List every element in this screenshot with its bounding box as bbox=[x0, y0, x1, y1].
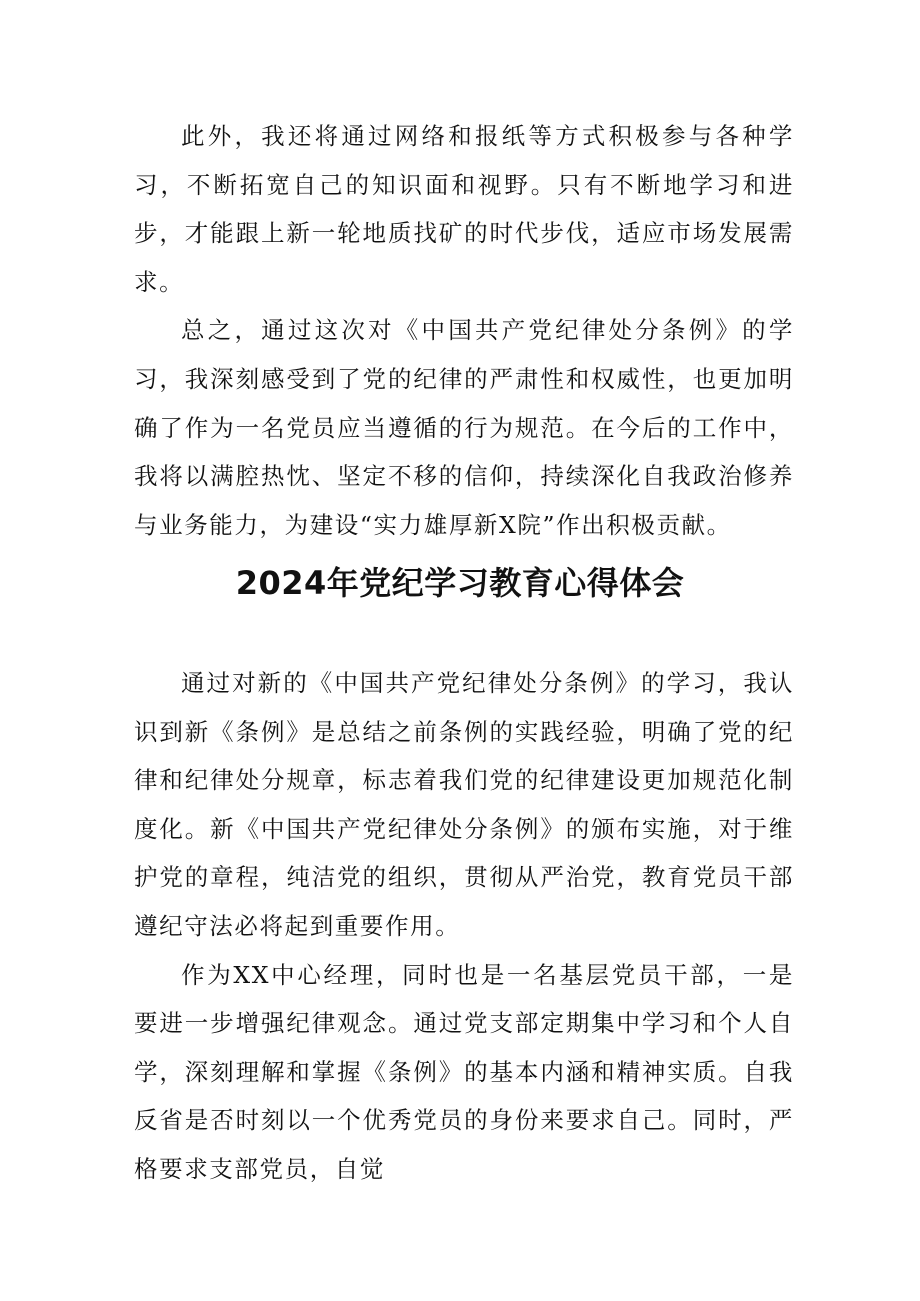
essay-body-block bbox=[134, 659, 794, 1194]
section-title: 2024年党纪学习教育心得体会 bbox=[235, 564, 685, 602]
paragraph-manager-duties: 作为XX中心经理，同时也是一名基层党员干部，一是要进一步增强纪律观念。通过党支部定期集中学习和个人自学，深刻理解和掌握《条例》的基本内涵和精神实质。自我反省是否时刻以一个优秀党员的身份来要求自己。同时，严格要求支部党员，自觉 bbox=[134, 960, 794, 1183]
paragraph-conclusion: 总之，通过这次对《中国共产党纪律处分条例》的学习，我深刻感受到了党的纪律的严肃性和权威性，也更加明确了作为一名党员应当遵循的行为规范。在今后的工作中，我将以满腔热忱、坚定不移的信仰，持续深化自我政治修养与业务能力，为建设“实力雄厚新X院”作出积极贡献。 bbox=[134, 316, 794, 539]
paragraph-further-study: 此外，我还将通过网络和报纸等方式积极参与各种学习，不断拓宽自己的知识面和视野。只有不断地学习和进步，才能跟上新一轮地质找矿的时代步伐，适应市场发展需求。 bbox=[134, 122, 794, 296]
paragraph-regulations-learning: 通过对新的《中国共产党纪律处分条例》的学习，我认识到新《条例》是总结之前条例的实践经验，明确了党的纪律和纪律处分规章，标志着我们党的纪律建设更加规范化制度化。新《中国共产党纪律处分条例》的颁布实施，对于维护党的章程，纯洁党的组织，贯彻从严治党，教育党员干部遵纪守法必将起到重要作用。 bbox=[134, 669, 794, 940]
continued-text-block bbox=[134, 112, 794, 549]
